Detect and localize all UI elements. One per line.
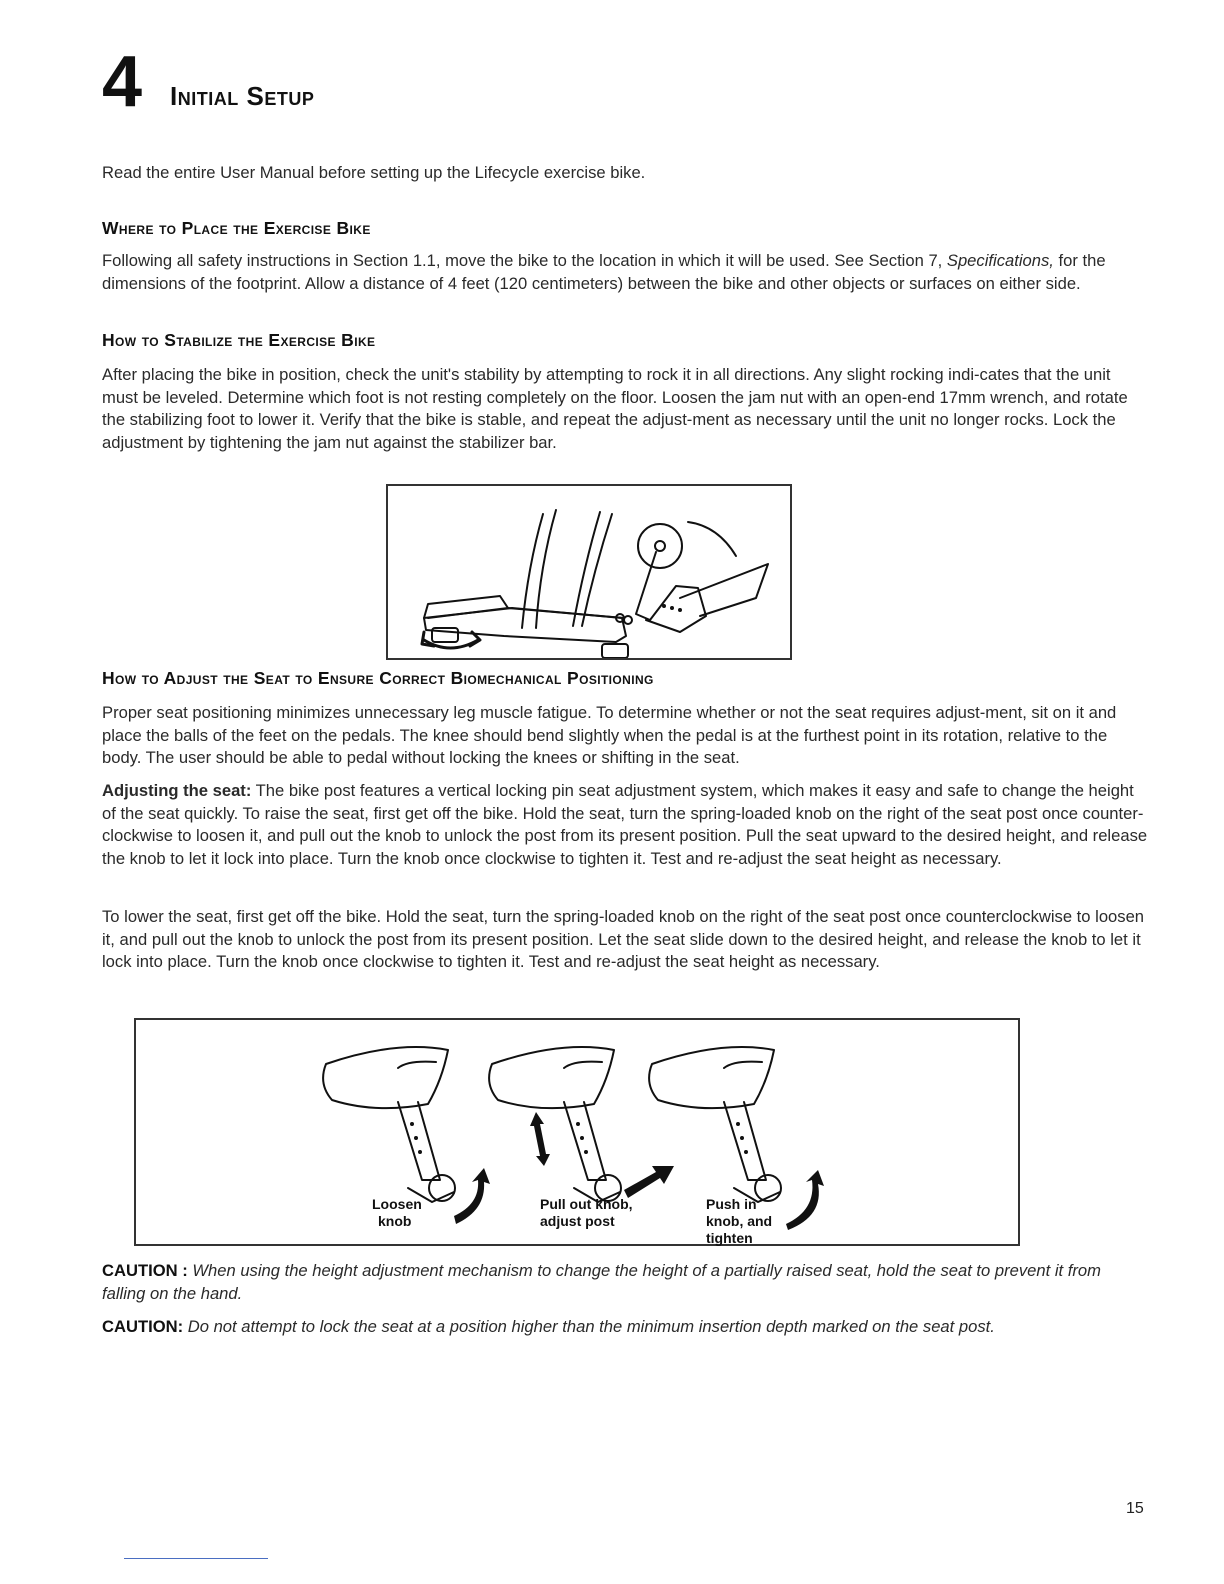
page-number: 15 (1126, 1500, 1144, 1517)
caution-insertion-depth (102, 1316, 1142, 1339)
chapter-number: 4 (102, 42, 143, 122)
footer-rule (124, 1558, 268, 1559)
lower-seat-paragraph: To lower the seat, first get off the bike. Hold the seat, turn the spring-loaded knob on the right of the seat post once counterclockwise to loosen it, and pull out the knob to unlock the post from its present position. Let the seat slide down to the desired height, and release the knob to let it lock into place. Turn the knob once clockwise to tighten it. Test and re-adjust the seat height as necessary. (102, 907, 1145, 971)
caution-partially-raised-seat (102, 1260, 1142, 1305)
intro-paragraph: Read the entire User Manual before setting up the Lifecycle exercise bike. (102, 163, 646, 182)
seat-adjust-figure (134, 1018, 1020, 1246)
seat-label-loosen-line1: Loosen (372, 1196, 422, 1212)
seat-label-push-in-line3: tighten (706, 1230, 753, 1246)
place-text-after: for the dimensions of the footprint. Allow a distance of 4 feet (120 centimeters) between the bike and other objects or surfaces on either side. (102, 251, 1106, 293)
adjusting-seat-paragraph (102, 780, 1148, 870)
seat-label-push-in (706, 1196, 772, 1247)
seat-label-loosen-line2: knob (378, 1213, 412, 1229)
heading-place-bike: Where to Place the Exercise Bike (102, 218, 371, 238)
place-text-before: Following all safety instructions in Section 1.1, move the bike to the location in which it will be used. See Section 7, (102, 251, 947, 270)
seat-label-pull-out (540, 1196, 633, 1230)
seat-paragraph: Proper seat positioning minimizes unnecessary leg muscle fatigue. To determine whether or not the seat requires adjust-ment, sit on it and place the balls of the feet on the pedals. The knee should bend slightly when the pedal is at the furthest point in its rotation, relative to the body. The user should be able to pedal without locking the knees or shifting in the seat. (102, 703, 1117, 767)
stabilize-paragraph: After placing the bike in position, check the unit's stability by attempting to rock it in all directions. Any slight rocking indi-cates that the unit must be leveled. Determine which foot is not resting completely on the floor. Loosen the jam nut with an open-end 17mm wrench, and rotate the stabilizing foot to lower it. Verify that the bike is stable, and repeat the adjust-ment as necessary until the unit no longer rocks. Lock the adjustment by tightening the jam nut against the stabilizer bar. (102, 365, 1128, 452)
caution-label: CAUTION: (102, 1317, 184, 1336)
chapter-title: Initial Setup (170, 81, 315, 111)
seat-label-loosen (372, 1196, 422, 1230)
adjusting-seat-text: The bike post features a vertical locking pin seat adjustment system, which makes it easy and safe to change the height of the seat quickly. To raise the seat, first get off the bike. Hold the seat, turn the spring-loaded knob on the right of the seat post once counter-clockwise to loosen it, and pull out the knob to unlock the post from its present position. Pull the seat upward to the desired height, and release the knob to let it lock into place. Turn the knob once clockwise to tighten it. Test and re-adjust the seat height as necessary. (102, 781, 1148, 868)
caution-text: Do not attempt to lock the seat at a position higher than the minimum insertion depth marked on the seat post. (187, 1317, 995, 1336)
stabilizer-illustration (388, 486, 790, 658)
seat-label-pull-out-line2: adjust post (540, 1213, 615, 1229)
place-bike-paragraph (102, 250, 1148, 295)
heading-stabilize-bike: How to Stabilize the Exercise Bike (102, 330, 376, 350)
seat-label-push-in-line1: Push in (706, 1196, 757, 1212)
caution-text: When using the height adjustment mechanism to change the height of a partially raised seat, hold the seat to prevent it from falling on the hand. (102, 1261, 1101, 1303)
place-text-italic: Specifications, (946, 251, 1054, 270)
chapter-heading (102, 42, 315, 122)
caution-label: CAUTION : (102, 1261, 188, 1280)
stabilizer-figure (386, 484, 792, 660)
seat-label-push-in-line2: knob, and (706, 1213, 773, 1229)
seat-label-pull-out-line1: Pull out knob, (540, 1196, 633, 1212)
adjusting-seat-label: Adjusting the seat: (102, 781, 252, 800)
heading-adjust-seat: How to Adjust the Seat to Ensure Correct Biomechanical Positioning (102, 668, 654, 688)
